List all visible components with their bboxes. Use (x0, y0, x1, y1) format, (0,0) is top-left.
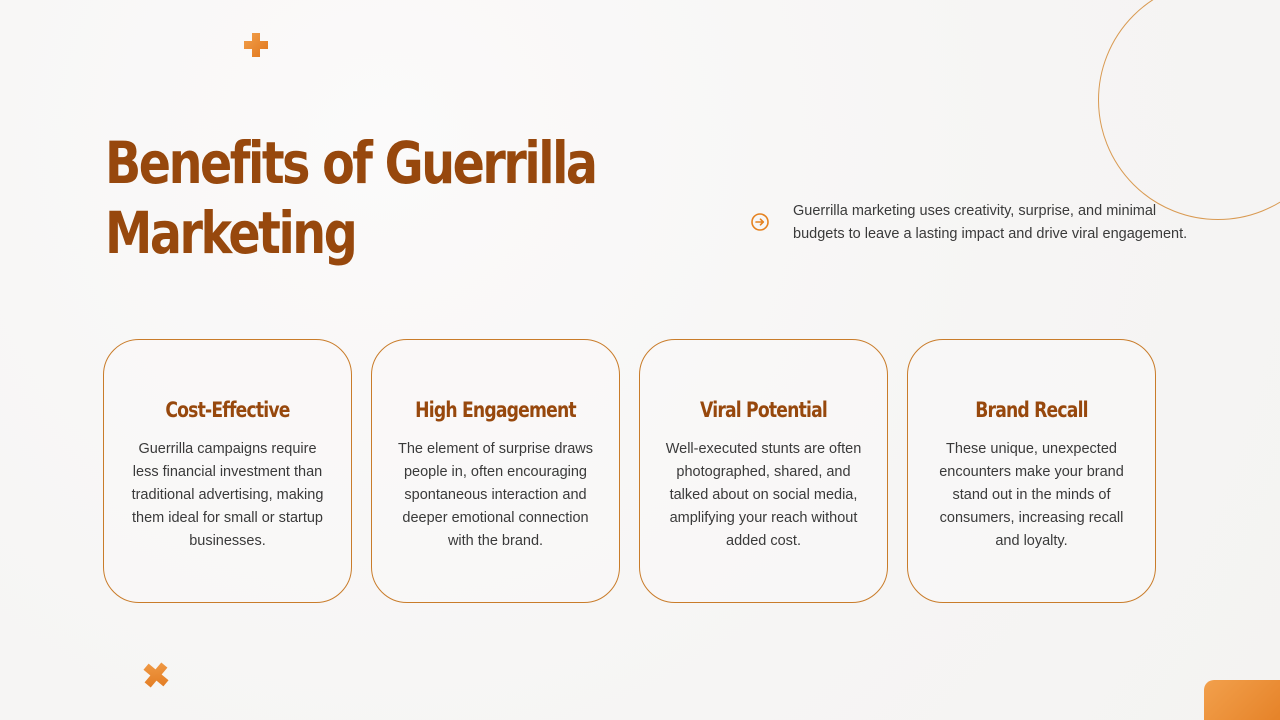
card-text: These unique, unexpected encounters make your brand stand out in the minds of consumers, increasing recall and loyalty. (939, 441, 1124, 549)
card-text: Guerrilla campaigns require less financial investment than traditional advertising, making them ideal for small or startup businesses. (131, 441, 324, 549)
benefit-cards (103, 339, 1157, 603)
decorative-circle (1098, 0, 1280, 220)
card-viral-potential (639, 339, 888, 603)
card-title: Viral Potential (700, 398, 827, 422)
corner-accent-shape (1204, 680, 1280, 720)
arrow-right-circle-icon (750, 212, 770, 232)
card-title: Cost-Effective (165, 398, 290, 422)
intro-block (750, 200, 1210, 246)
intro-text: Guerrilla marketing uses creativity, surprise, and minimal budgets to leave a lasting impact and drive viral engagement. (793, 203, 1188, 242)
card-title: High Engagement (415, 398, 576, 422)
card-text: The element of surprise draws people in, often encouraging spontaneous interaction and deeper emotional connection with the brand. (397, 441, 594, 549)
card-brand-recall (907, 339, 1156, 603)
card-text: Well-executed stunts are often photographed, shared, and talked about on social media, amplifying your reach without added cost. (665, 441, 862, 549)
plus-icon (242, 31, 270, 59)
slide-title: Benefits of Guerrilla Marketing (105, 129, 596, 267)
card-cost-effective (103, 339, 352, 603)
card-title: Brand Recall (975, 398, 1088, 422)
cross-icon (141, 660, 171, 690)
card-high-engagement (371, 339, 620, 603)
